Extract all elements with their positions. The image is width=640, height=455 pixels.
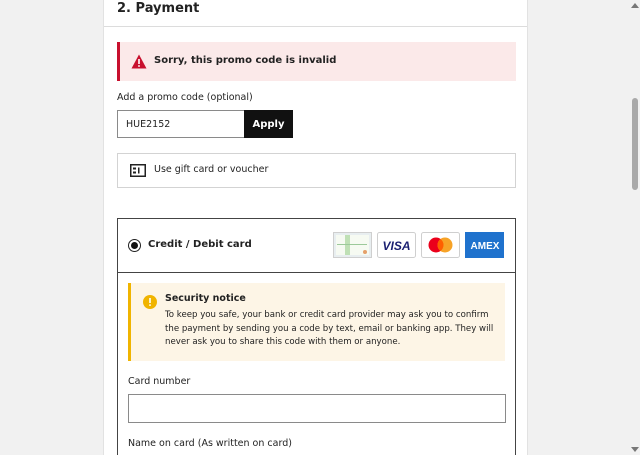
- credit-card-label: Credit / Debit card: [148, 239, 252, 250]
- radio-selected-dot: [131, 242, 138, 249]
- scroll-thumb[interactable]: [632, 98, 638, 190]
- promo-label: Add a promo code (optional): [117, 92, 253, 103]
- mastercard-icon: [421, 232, 460, 258]
- name-on-card-label: Name on card (As written on card): [128, 438, 292, 449]
- alert-message: Sorry, this promo code is invalid: [154, 55, 337, 66]
- scroll-down-icon[interactable]: [631, 447, 639, 452]
- credit-card-radio[interactable]: [128, 239, 141, 252]
- amex-text: AMEX: [470, 241, 500, 252]
- card-number-label: Card number: [128, 376, 191, 387]
- divider: [104, 26, 527, 27]
- visa-text: VISA: [382, 239, 411, 253]
- store-card-icon: [333, 232, 372, 258]
- gift-card-option[interactable]: [117, 153, 516, 188]
- warning-triangle-icon: [131, 54, 147, 69]
- credit-card-section: [117, 218, 516, 455]
- security-notice-body: To keep you safe, your bank or credit card provider may ask you to confirm the payment by sending you a code by text, email or banking app. They will never ask you to share this code with them or anyone.: [165, 310, 494, 347]
- apply-button[interactable]: Apply: [244, 110, 293, 138]
- gift-card-icon: [130, 164, 146, 177]
- gift-card-label: Use gift card or voucher: [154, 164, 269, 175]
- scroll-up-icon[interactable]: [631, 3, 639, 8]
- credit-card-option[interactable]: [118, 219, 515, 273]
- visa-icon: [377, 232, 416, 258]
- security-notice: [128, 283, 505, 361]
- promo-code-input[interactable]: [117, 110, 244, 138]
- amex-icon: [465, 232, 504, 258]
- payment-panel: [103, 0, 528, 455]
- card-number-input[interactable]: [128, 394, 506, 423]
- security-notice-title: Security notice: [165, 293, 246, 304]
- section-title: 2. Payment: [117, 1, 200, 16]
- error-alert: [117, 42, 516, 81]
- scrollbar[interactable]: [630, 0, 640, 455]
- info-warning-icon: [143, 295, 157, 309]
